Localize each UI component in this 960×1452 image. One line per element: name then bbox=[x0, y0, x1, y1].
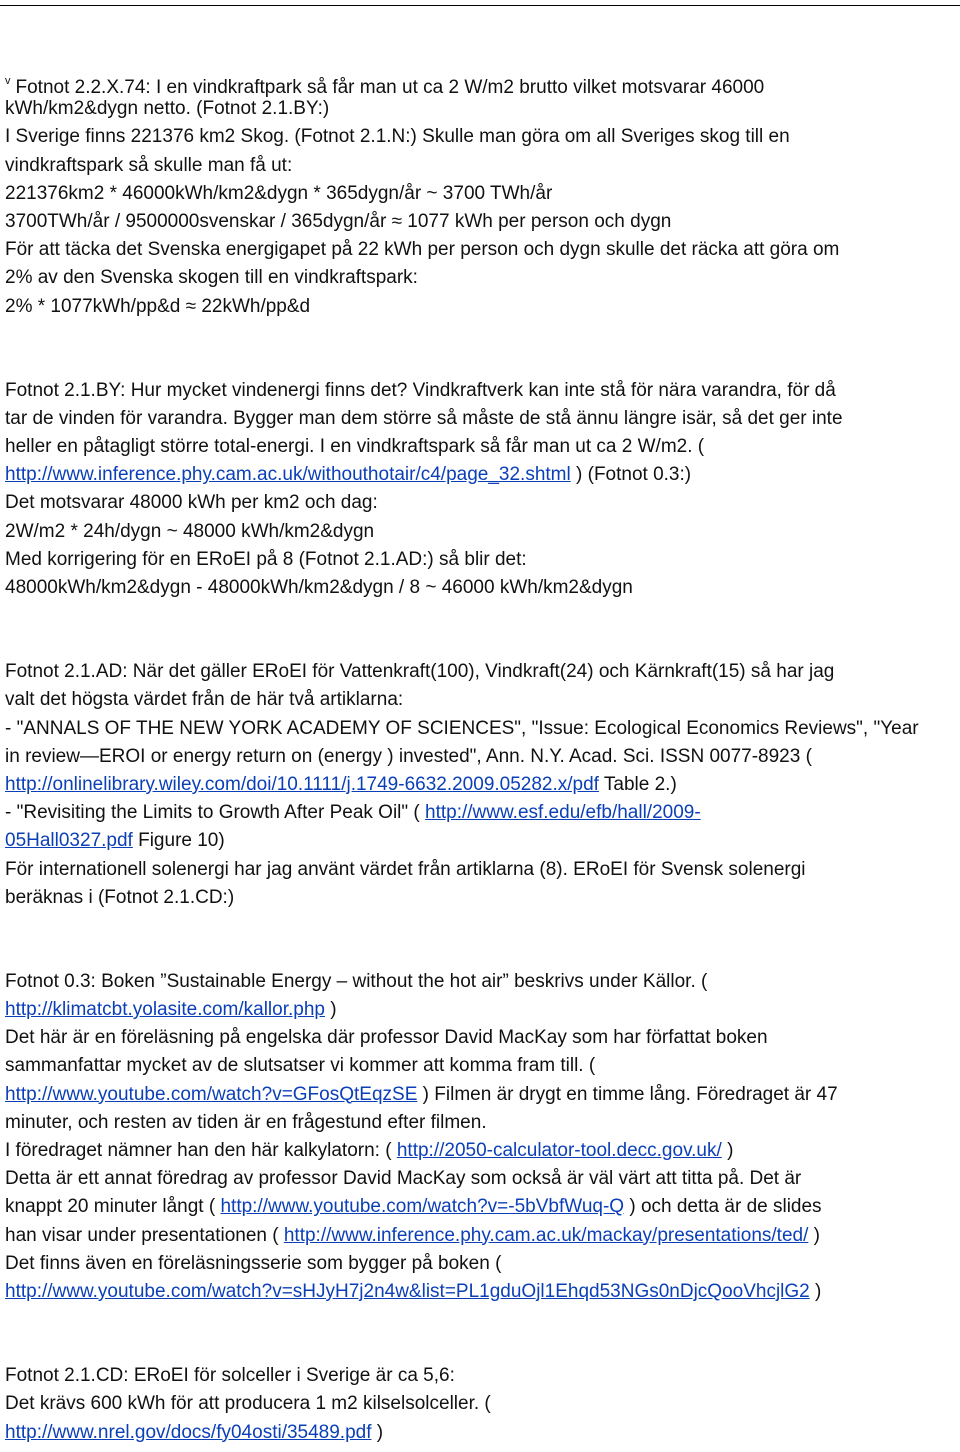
text-line: in review—EROI or energy return on (energy ) invested", Ann. N.Y. Acad. Sci. ISSN 0077-8923 ( bbox=[5, 745, 812, 767]
text-line: Det motsvarar 48000 kWh per km2 och dag: bbox=[5, 492, 378, 514]
text-line: Med korrigering för en ERoEI på 8 (Fotnot 2.1.AD:) så blir det: bbox=[5, 548, 527, 570]
text-line: Fotnot 2.1.BY: Hur mycket vindenergi finns det? Vindkraftverk kan inte stå för nära varandra, för då bbox=[5, 379, 836, 401]
text-line: han visar under presentationen ( http://www.inference.phy.cam.ac.uk/mackay/presentations/ted/ ) bbox=[5, 1224, 820, 1246]
spacer bbox=[5, 912, 955, 968]
text-line: Detta är ett annat föredrag av professor David MacKay som också är väl värt att titta på. Det är bbox=[5, 1168, 802, 1190]
text-line: http://www.youtube.com/watch?v=GFosQtEqzSE ) Filmen är drygt en timme lång. Föredraget är 47 bbox=[5, 1083, 838, 1105]
spacer bbox=[5, 321, 955, 377]
text-line: vindkraftspark så skulle man få ut: bbox=[5, 154, 293, 176]
text-line: heller en påtagligt större total-energi. I en vindkraftspark så får man ut ca 2 W/m2. ( bbox=[5, 436, 705, 458]
text-line: http://www.nrel.gov/docs/fy04osti/35489.pdf ) bbox=[5, 1421, 384, 1443]
link-2050-calculator[interactable]: http://2050-calculator-tool.decc.gov.uk/ bbox=[396, 1140, 722, 1161]
link-youtube-5bvbfwuq[interactable]: http://www.youtube.com/watch?v=-5bVbfWuq-Q bbox=[220, 1196, 625, 1218]
footnote-2-1-by bbox=[5, 377, 955, 603]
text-line: 2% * 1077kWh/pp&d ≈ 22kWh/pp&d bbox=[5, 295, 311, 317]
text-line: minuter, och resten av tiden är en frågestund efter filmen. bbox=[5, 1111, 487, 1133]
link-youtube-playlist[interactable]: http://www.youtube.com/watch?v=sHJyH7j2n4w&list=PL1gduOjl1Ehqd53NGs0nDjcQooVhcjlG2 bbox=[5, 1280, 810, 1302]
text-line: För att täcka det Svenska energigapet på 22 kWh per person och dygn skulle det räcka att göra om bbox=[5, 239, 840, 261]
text-line: 2% av den Svenska skogen till en vindkraftspark: bbox=[5, 267, 418, 289]
text-line: 05Hall0327.pdf Figure 10) bbox=[5, 830, 225, 852]
footnote-marker: v bbox=[5, 75, 11, 87]
footnote-2-1-ad bbox=[5, 658, 955, 912]
text-line: 2W/m2 * 24h/dygn ~ 48000 kWh/km2&dygn bbox=[5, 520, 375, 542]
link-klimatcbt-kallor[interactable]: http://klimatcbt.yolasite.com/kallor.php bbox=[5, 999, 325, 1021]
text-line: Fotnot 0.3: Boken ”Sustainable Energy – without the hot air” beskrivs under Källor. ( bbox=[5, 970, 708, 992]
text-line: - "Revisiting the Limits to Growth After Peak Oil" ( http://www.esf.edu/efb/hall/2009- bbox=[5, 802, 701, 824]
text-line: http://www.youtube.com/watch?v=sHJyH7j2n4w&list=PL1gduOjl1Ehqd53NGs0nDjcQooVhcjlG2 ) bbox=[5, 1280, 822, 1302]
text-line: För internationell solenergi har jag använt värdet från artiklarna (8). ERoEI för Svensk solenergi bbox=[5, 858, 806, 880]
footnote-2-2-x-74 bbox=[5, 67, 955, 321]
text-line: - "ANNALS OF THE NEW YORK ACADEMY OF SCIENCES", "Issue: Ecological Economics Reviews", "Year bbox=[5, 717, 919, 739]
text-line: http://onlinelibrary.wiley.com/doi/10.1111/j.1749-6632.2009.05282.x/pdf Table 2.) bbox=[5, 773, 677, 795]
link-wiley-pdf[interactable]: http://onlinelibrary.wiley.com/doi/10.1111/j.1749-6632.2009.05282.x/pdf bbox=[5, 773, 599, 795]
text-line: knappt 20 minuter långt ( http://www.youtube.com/watch?v=-5bVbfWuq-Q ) och detta är de slides bbox=[5, 1196, 822, 1218]
text-line: Det finns även en föreläsningsserie som bygger på boken ( bbox=[5, 1252, 502, 1274]
link-nrel-pdf[interactable]: http://www.nrel.gov/docs/fy04osti/35489.pdf bbox=[5, 1421, 372, 1443]
text-line: tar de vinden för varandra. Bygger man dem större så måste de stå ännu längre isär, så det ger inte bbox=[5, 407, 843, 429]
link-inference-withouthotair[interactable]: http://www.inference.phy.cam.ac.uk/withouthotair/c4/page_32.shtml bbox=[5, 464, 571, 486]
text-line: I föredraget nämner han den här kalkylatorn: ( http://2050-calculator-tool.decc.gov.uk/ ) bbox=[5, 1140, 734, 1161]
document-page bbox=[5, 67, 955, 1447]
text-line: $^v$ Fotnot 2.2.X.74: I en vindkraftpark så får man ut ca 2 W/m2 brutto vilket motsvarar 46000 bbox=[5, 75, 765, 98]
text-line: Fotnot 2.1.AD: När det gäller ERoEI för Vattenkraft(100), Vindkraft(24) och Kärnkraft(15) så har jag bbox=[5, 661, 835, 683]
text-line: 3700TWh/år / 9500000svenskar / 365dygn/år ≈ 1077 kWh per person och dygn bbox=[5, 210, 672, 232]
text-line: 221376km2 * 46000kWh/km2&dygn * 365dygn/år ~ 3700 TWh/år bbox=[5, 182, 553, 204]
text-line: kWh/km2&dygn netto. (Fotnot 2.1.BY:) bbox=[5, 98, 330, 120]
link-esf-hall-part2[interactable]: 05Hall0327.pdf bbox=[5, 830, 133, 852]
top-rule bbox=[0, 5, 960, 6]
text-line: Fotnot 2.1.CD: ERoEI för solceller i Sverige är ca 5,6: bbox=[5, 1365, 455, 1387]
link-inference-ted[interactable]: http://www.inference.phy.cam.ac.uk/mackay/presentations/ted/ bbox=[283, 1224, 809, 1246]
footnote-0-3 bbox=[5, 968, 955, 1306]
text-line: sammanfattar mycket av de slutsatser vi kommer att komma fram till. ( bbox=[5, 1055, 596, 1077]
text-line: beräknas i (Fotnot 2.1.CD:) bbox=[5, 886, 235, 908]
text-line: valt det högsta värdet från de här två artiklarna: bbox=[5, 689, 404, 711]
text-line: 48000kWh/km2&dygn - 48000kWh/km2&dygn / 8 ~ 46000 kWh/km2&dygn bbox=[5, 577, 633, 598]
spacer bbox=[5, 602, 955, 658]
footnote-2-1-cd bbox=[5, 1362, 955, 1447]
text-line: http://klimatcbt.yolasite.com/kallor.php ) bbox=[5, 999, 337, 1021]
text-line: http://www.inference.phy.cam.ac.uk/withouthotair/c4/page_32.shtml ) (Fotnot 0.3:) bbox=[5, 464, 692, 486]
link-youtube-gfosqteqzse[interactable]: http://www.youtube.com/watch?v=GFosQtEqzSE bbox=[5, 1083, 418, 1105]
text-line: Det krävs 600 kWh för att producera 1 m2 kilselsolceller. ( bbox=[5, 1393, 491, 1415]
text-line: I Sverige finns 221376 km2 Skog. (Fotnot 2.1.N:) Skulle man göra om all Sveriges skog till en bbox=[5, 126, 790, 148]
spacer bbox=[5, 1306, 955, 1362]
text-line: Det här är en föreläsning på engelska där professor David MacKay som har författat boken bbox=[5, 1027, 768, 1049]
link-esf-hall-part1[interactable]: http://www.esf.edu/efb/hall/2009- bbox=[425, 802, 701, 824]
